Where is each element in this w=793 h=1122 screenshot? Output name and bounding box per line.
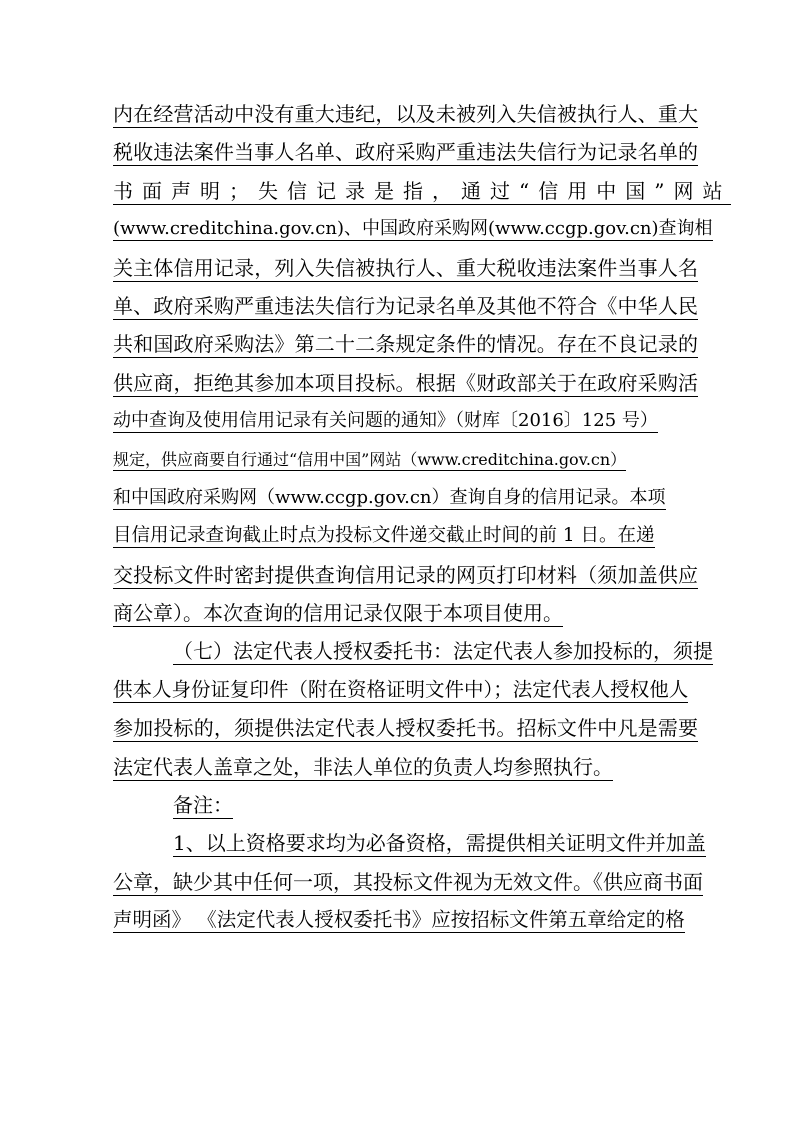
- line-text: 1、以上资格要求均为必备资格，需提供相关证明文件并加盖: [173, 831, 706, 856]
- line-text: 关主体信用记录，列入失信被执行人、重大税收违法案件当事人名: [113, 255, 698, 280]
- text-line: [113, 597, 698, 635]
- text-line: [113, 328, 698, 366]
- text-line: [113, 444, 698, 482]
- text-line: [113, 98, 698, 136]
- text-line: [113, 827, 706, 865]
- text-line: [113, 175, 732, 213]
- line-text: 动中查询及使用信用记录有关问题的通知》（财库〔2016〕125 号）: [113, 410, 658, 432]
- text-line: [113, 405, 698, 443]
- line-text: 供应商，拒绝其参加本项目投标。根据《财政部关于在政府采购活: [113, 370, 698, 395]
- line-text: 共和国政府采购法》第二十二条规定条件的情况。存在不良记录的: [113, 332, 698, 357]
- document-body: [113, 98, 732, 943]
- line-text: 法定代表人盖章之处，非法人单位的负责人均参照执行。: [113, 754, 613, 779]
- line-text: （七）法定代表人授权委托书：法定代表人参加投标的，须提: [173, 639, 713, 664]
- line-text: 公章，缺少其中任何一项，其投标文件视为无效文件。《供应商书面: [113, 869, 703, 894]
- text-line: [113, 789, 698, 827]
- line-text: 内在经营活动中没有重大违纪，以及未被列入失信被执行人、重大: [113, 102, 698, 126]
- line-text: 书面声明；失信记录是指，通过“信用中国”网站: [113, 178, 732, 203]
- text-line: [113, 252, 698, 290]
- line-text: 供本人身份证复印件（附在资格证明文件中）；法定代表人授权他人: [113, 677, 689, 701]
- line-text: 声明函》 《法定代表人授权委托书》应按招标文件第五章给定的格: [113, 908, 685, 932]
- line-text: 参加投标的，须提供法定代表人授权委托书。招标文件中凡是需要: [113, 716, 698, 741]
- text-line: [113, 635, 713, 673]
- text-line: [113, 866, 703, 904]
- line-text: 交投标文件时密封提供查询信用记录的网页打印材料（须加盖供应: [113, 562, 698, 587]
- text-line: [113, 136, 698, 174]
- text-line: [113, 904, 698, 942]
- line-text: 和中国政府采购网（www.ccgp.gov.cn）查询自身的信用记录。本项: [113, 486, 666, 508]
- text-line: [113, 751, 698, 789]
- text-line: [113, 367, 698, 405]
- line-text: 规定，供应商要自行通过“信用中国”网站（www.creditchina.gov.cn）: [113, 449, 627, 469]
- text-line: [113, 712, 698, 750]
- text-line: [113, 213, 713, 251]
- line-text: (www.creditchina.gov.cn)、中国政府采购网(www.ccgp.gov.cn)查询相: [113, 218, 713, 240]
- text-line: [113, 482, 698, 520]
- text-line: [113, 674, 698, 712]
- line-text: 商公章）。本次查询的信用记录仅限于本项目使用。: [113, 601, 563, 626]
- line-text: 目信用记录查询截止时点为投标文件递交截止时间的前 1 日。在递: [113, 525, 655, 547]
- text-line: [113, 559, 698, 597]
- text-line: [113, 290, 698, 328]
- line-text: 备注：: [173, 793, 233, 818]
- text-line: [113, 520, 698, 558]
- line-text: 单、政府采购严重违法失信行为记录名单及其他不符合《中华人民: [113, 293, 698, 318]
- line-text: 税收违法案件当事人名单、政府采购严重违法失信行为记录名单的: [113, 140, 698, 165]
